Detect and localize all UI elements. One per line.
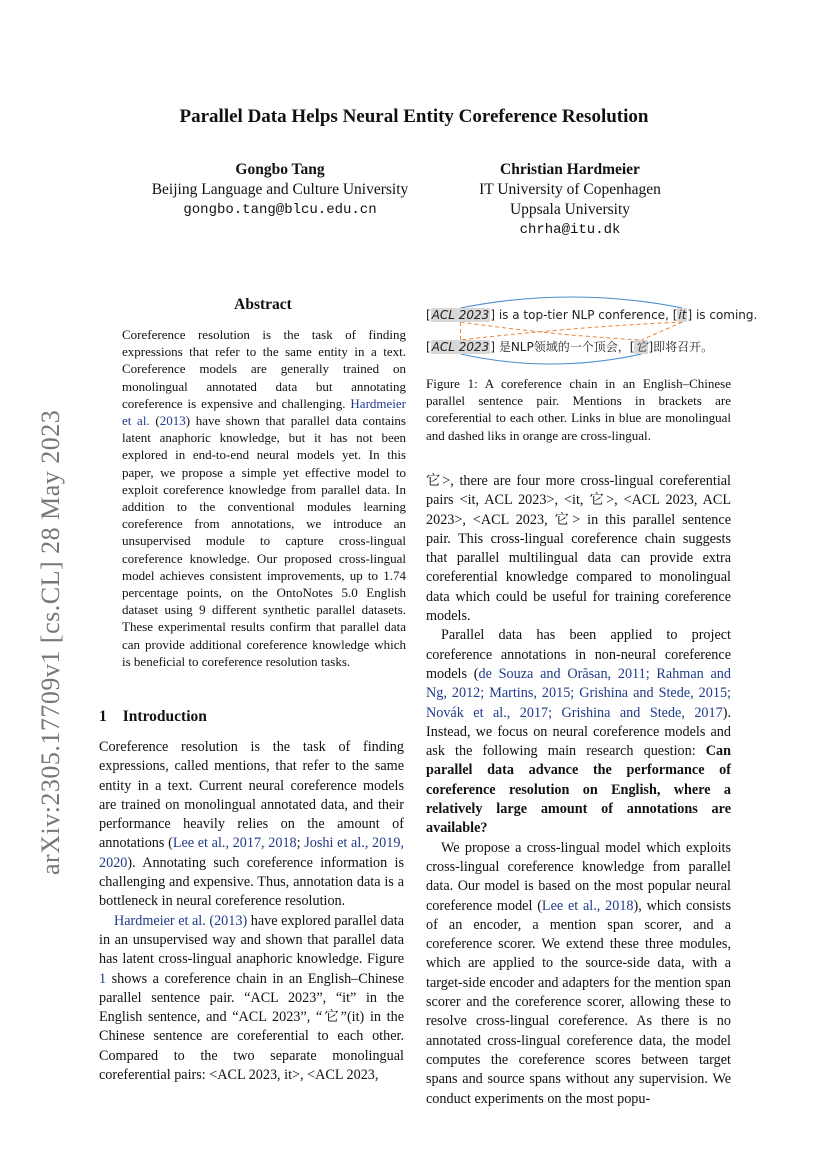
english-sentence: [ACL 2023] is a top-tier NLP conference, [it] is coming.	[426, 308, 758, 322]
citation-link[interactable]: Hardmeier et al.	[122, 395, 406, 429]
author-affiliation: IT University of Copenhagen	[479, 181, 661, 198]
text-run: ), which consists of an encoder, a mention span scorer, and a coreference scorer. We extend these three modules, which are applied to the source-side data, with a target-side encoder and adapters for the mention span scorer and the coreference scorer, allowing these to resolve cross-lingual coreference. As there is no annotated cross-lingual coreference data, the model computes the coreference scores between target spans and source spans without any supervision. We conduct experiments on the most popu-	[426, 897, 731, 1107]
mention-acl-zh: ACL 2023	[431, 340, 490, 354]
mention-acl-en: ACL 2023	[431, 308, 490, 322]
abstract-part: (	[149, 413, 160, 429]
paragraph	[426, 626, 731, 838]
author-affiliation: Beijing Language and Culture University	[151, 181, 409, 198]
text-run: 是NLP领域的一个顶会，	[495, 340, 630, 354]
mention-it-en: it	[678, 308, 687, 322]
text-run: We propose a cross-lingual model which exploits cross-lingual coreference knowledge from parallel data. Our model is based on the most popular neural coreference model (	[426, 839, 731, 914]
author-block-2	[410, 160, 730, 240]
citation-link[interactable]: Joshi et al., 2019, 2020	[99, 835, 404, 871]
section-heading	[99, 708, 207, 726]
author-email: gongbo.tang@blcu.edu.cn	[183, 202, 377, 218]
figure-1	[426, 296, 758, 366]
paragraph	[99, 738, 404, 912]
text-run: is coming.	[692, 308, 758, 322]
paragraph	[99, 912, 404, 1086]
author-name: Christian Hardmeier	[500, 161, 640, 178]
mention-it-zh: 它	[635, 340, 648, 354]
arxiv-stamp	[22, 355, 65, 875]
section-title: Introduction	[122, 708, 207, 725]
abstract-text	[122, 326, 406, 670]
author-affiliation: Uppsala University	[509, 201, 631, 218]
text-run: ). Annotating such coreference information is challenging and expensive. Thus, annotation data is a bottleneck in neural coreference resolution.	[99, 854, 404, 910]
chinese-sentence: [ACL 2023] 是NLP领域的一个顶会，[它]即将召开。	[426, 340, 714, 354]
abstract-part: Coreference resolution is the task of finding expressions that refer to the same entity in a text. Coreference models are generally trained on monolingual annotated data but annotating coreference is expensive and challenging.	[122, 327, 406, 411]
paragraph	[426, 472, 731, 626]
text-run: ;	[296, 835, 305, 852]
text-run: is a top-tier NLP conference,	[495, 308, 673, 322]
citation-link[interactable]: 2013	[159, 413, 186, 429]
paragraph	[426, 839, 731, 1109]
text-run: have explored parallel data in an unsupervised way and shown that parallel data has latent cross-lingual anaphoric knowledge. Figure	[99, 912, 404, 968]
text-run: 即将召开。	[653, 340, 714, 354]
arxiv-stamp-text: arXiv:2305.17709v1 [cs.CL] 28 May 2023	[36, 409, 65, 875]
author-email: chrha@itu.dk	[519, 222, 621, 238]
section-number: 1	[99, 708, 107, 725]
abstract-heading: Abstract	[234, 296, 292, 313]
text-run: Coreference resolution is the task of finding expressions, called mentions, that refer to the same entity in a text. Current neural coreference models are trained on monolingual annotated data, and their performance heavily relies on the amount of annotations (	[99, 739, 404, 852]
research-question: Can parallel data advance the performance of coreference resolution on English, where a relatively large amount of annotations are available?	[426, 743, 731, 837]
text-run: shows a coreference chain in an English–Chinese parallel sentence pair. “ACL 2023”, “it” in the English sentence, and “ACL 2023”, “它”(it) in the Chinese sentence are coreferential to each other. Compared to the two separate monolingual coreferential pairs: <ACL 2023, it>, <ACL 2023,	[99, 970, 404, 1084]
right-column-body	[426, 472, 731, 1109]
author-name: Gongbo Tang	[235, 161, 325, 178]
citation-link[interactable]: Hardmeier et al. (2013)	[114, 912, 248, 929]
left-column-body	[99, 738, 404, 1085]
author-block-1	[120, 160, 440, 220]
citation-link[interactable]: Lee et al., 2018	[541, 897, 634, 914]
text-run: Parallel data has been applied to project coreference annotations in non-neural coreference models (	[426, 627, 731, 682]
figure-caption: Figure 1: A coreference chain in an English–Chinese parallel sentence pair. Mentions in brackets are coreferential to each other. Links in blue are monolingual and dashed liks in orange are cross-lingual.	[426, 376, 731, 443]
coreference-links	[426, 296, 738, 366]
abstract-part: ) have shown that parallel data contains latent anaphoric knowledge, but it has not been explored in end-to-end neural models yet. In this paper, we propose a simple yet effective model to exploit coreference knowledge from parallel data. In addition to the conventional modules learning coreference from annotations, we introduce an unsupervised module to capture cross-lingual coreference knowledge. Our proposed cross-lingual model achieves consistent improvements, up to 1.74 percentage points, on the OntoNotes 5.0 English dataset using 9 different synthetic parallel datasets. These experimental results confirm that parallel data can provide additional coreference knowledge which is beneficial to coreference resolution tasks.	[122, 413, 406, 669]
citation-link[interactable]: de Souza and Orăsan, 2011; Rahman and Ng, 2012; Martins, 2015; Grishina and Stede, 2015; Novák et al., 2017; Grishina and Stede, 2017	[426, 665, 731, 721]
paper-title: Parallel Data Helps Neural Entity Coreference Resolution	[179, 106, 649, 127]
text-run: 它>, there are four more cross-lingual coreferential pairs <it, ACL 2023>, <it, 它>, <ACL 2023, ACL 2023>, <ACL 2023, 它> in this parallel sentence pair. This cross-lingual coreference chain suggests that parallel multilingual data can provide extra coreferential knowledge compared to monolingual data which could be useful for training coreference models.	[426, 473, 731, 625]
figure-ref-link[interactable]: 1	[99, 970, 107, 987]
citation-link[interactable]: Lee et al., 2017, 2018	[172, 835, 297, 852]
text-run: ). Instead, we focus on neural coreference models and ask the following main research question:	[426, 704, 731, 760]
